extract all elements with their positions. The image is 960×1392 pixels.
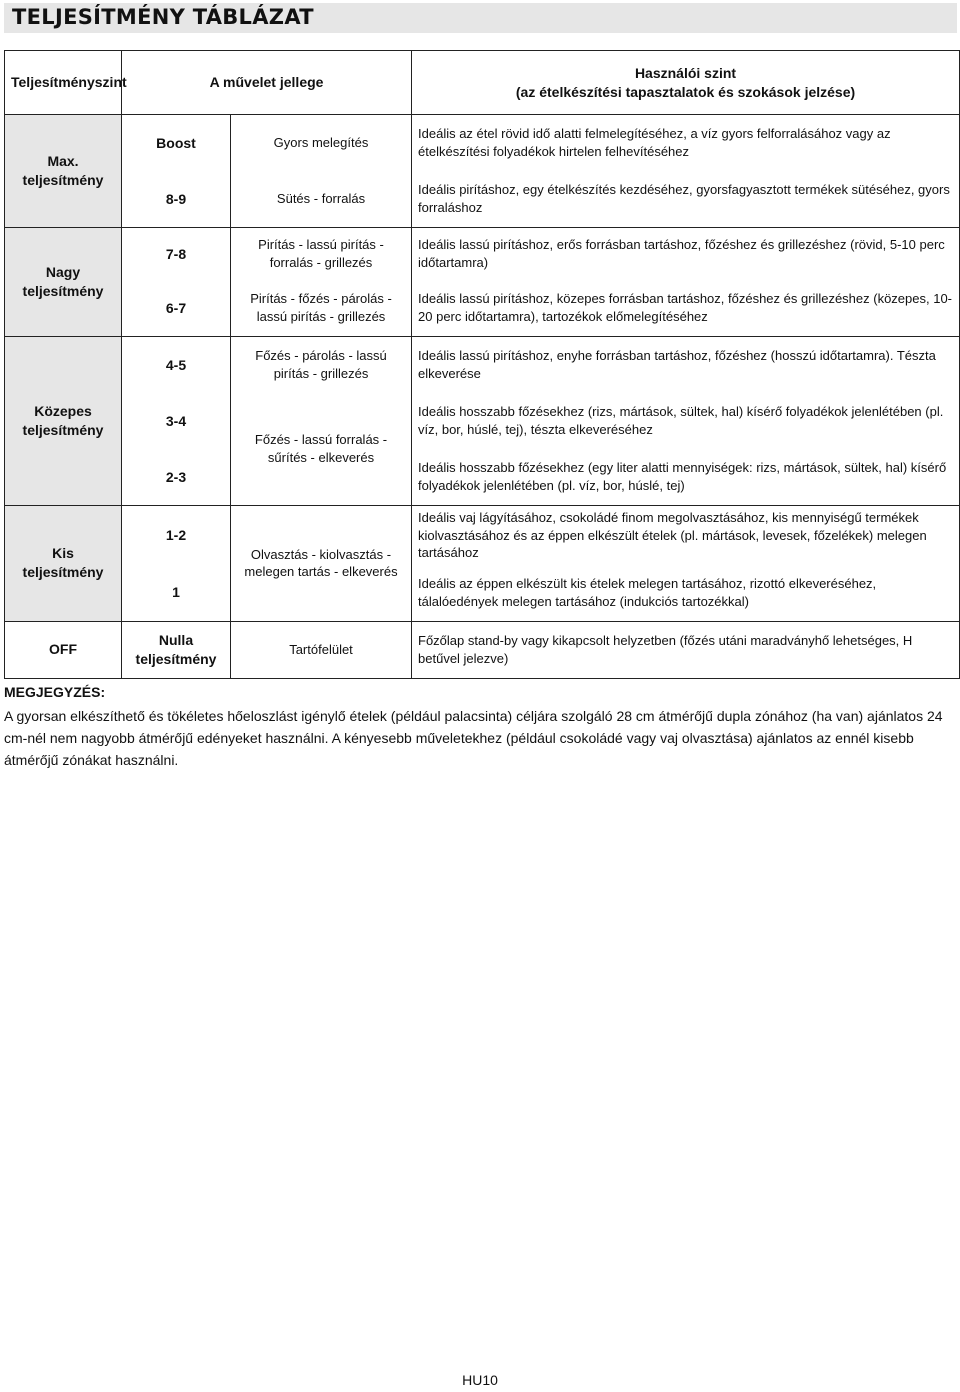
usage-zero: Főzőlap stand-by vagy kikapcsolt helyzetben (főzés utáni maradványhő lehetséges, H betűvel jelezve) <box>412 621 960 678</box>
table-row <box>5 621 960 678</box>
table-row <box>5 228 960 281</box>
level-1-2: 1-2 <box>122 506 231 565</box>
header-level: Teljesítményszint <box>5 51 122 115</box>
table-row <box>5 449 960 506</box>
level-7-8: 7-8 <box>122 228 231 281</box>
operation-6-7: Pirítás - főzés - párolás - lassú pirítás - grillezés <box>231 280 412 337</box>
usage-1-2: Ideális vaj lágyításához, csokoládé finom megolvasztásához, kis mennyiségű termékek kiolvasztásához és az éppen elkészült ételek (pl. mártások, levesek, főzelékek) melegen tartásához <box>412 506 960 565</box>
table-row <box>5 115 960 172</box>
level-zero: Nulla teljesítmény <box>122 621 231 678</box>
level-3-4: 3-4 <box>122 393 231 449</box>
header-usage <box>412 51 960 115</box>
note-heading: MEGJEGYZÉS: <box>4 684 106 700</box>
group-off: OFF <box>5 621 122 678</box>
level-1: 1 <box>122 565 231 622</box>
usage-8-9: Ideális pirításhoz, egy ételkészítés kezdéséhez, gyorsfagyasztott termékek sütéséhez, gyors forraláshoz <box>412 171 960 228</box>
usage-7-8: Ideális lassú pirításhoz, erős forrásban tartáshoz, főzéshez és grillezéshez (rövid, 5-10 perc időtartamra) <box>412 228 960 281</box>
table-row <box>5 280 960 337</box>
table-row <box>5 506 960 565</box>
operation-3-4-2-3: Főzés - lassú forralás - sűrítés - elkeverés <box>231 393 412 506</box>
page-number: HU10 <box>462 1372 498 1388</box>
operation-boost: Gyors melegítés <box>231 115 412 172</box>
table-row <box>5 171 960 228</box>
usage-2-3: Ideális hosszabb főzésekhez (egy liter alatti mennyiségek: rizs, mártások, sültek, hal) kísérő folyadékok jelenlétében (pl. víz, bor, húslé, tej) <box>412 449 960 506</box>
usage-3-4: Ideális hosszabb főzésekhez (rizs, mártások, sültek, hal) kísérő folyadékok jelenlétében (pl. víz, bor, húslé, tej), tészta elkeveréséhez <box>412 393 960 449</box>
table-row <box>5 565 960 622</box>
table-row <box>5 337 960 394</box>
operation-7-8: Pirítás - lassú pirítás - forralás - grillezés <box>231 228 412 281</box>
usage-1: Ideális az éppen elkészült kis ételek melegen tartásához, rizottó elkeveréséhez, tálalóedények melegen tartásához (indukciós tartozékkal) <box>412 565 960 622</box>
operation-zero: Tartófelület <box>231 621 412 678</box>
operation-8-9: Sütés - forralás <box>231 171 412 228</box>
level-6-7: 6-7 <box>122 280 231 337</box>
level-8-9: 8-9 <box>122 171 231 228</box>
header-operation: A művelet jellege <box>122 51 412 115</box>
group-medium: Közepes teljesítmény <box>5 337 122 506</box>
level-2-3: 2-3 <box>122 449 231 506</box>
operation-4-5: Főzés - párolás - lassú pirítás - grillezés <box>231 337 412 394</box>
usage-boost: Ideális az étel rövid idő alatti felmelegítéséhez, a víz gyors felforralásához vagy az ételkészítési folyadékok hirtelen felhevítéséhez <box>412 115 960 172</box>
usage-6-7: Ideális lassú pirításhoz, közepes forrásban tartáshoz, főzéshez és grillezéshez (közepes, 10-20 perc időtartamra), tartozékok előmelegítéséhez <box>412 280 960 337</box>
level-boost: Boost <box>122 115 231 172</box>
group-low: Kis teljesítmény <box>5 506 122 622</box>
header-usage-line1: Használói szint <box>634 64 737 81</box>
table-header-row <box>5 51 960 115</box>
group-high: Nagy teljesítmény <box>5 228 122 337</box>
performance-table <box>4 50 960 679</box>
page-title: TELJESÍTMÉNY TÁBLÁZAT <box>12 5 314 29</box>
note-text: A gyorsan elkészíthető és tökéletes hőeloszlást igénylő ételek (például palacsinta) céljára szolgáló 28 cm átmérőjű dupla zónához (ha van) ajánlatos 24 cm-nél nem nagyobb átmérőjű edényeket használni. A kényesebb műveletekhez (például csokoládé vagy vaj olvasztása) ajánlatos az ennél kisebb átmérőjű zónákat használni. <box>4 708 943 768</box>
level-4-5: 4-5 <box>122 337 231 394</box>
operation-1-2-1: Olvasztás - kiolvasztás - melegen tartás - elkeverés <box>231 506 412 622</box>
title-bar <box>4 3 957 33</box>
usage-4-5: Ideális lassú pirításhoz, enyhe forrásban tartáshoz, főzéshez (hosszú időtartamra). Tészta elkeverése <box>412 337 960 394</box>
table-row <box>5 393 960 449</box>
header-usage-line2: (az ételkészítési tapasztalatok és szokások jelzése) <box>515 83 856 100</box>
group-max: Max. teljesítmény <box>5 115 122 228</box>
